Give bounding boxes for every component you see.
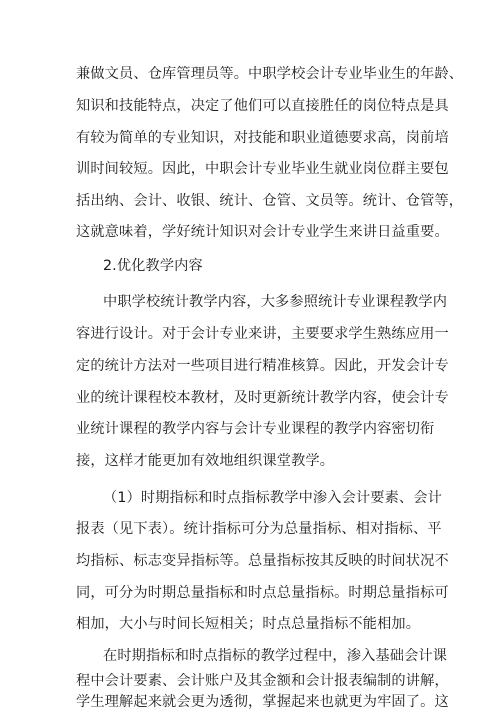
text-line: 知识和技能特点，决定了他们可以直接胜任的岗位特点是具 — [76, 98, 449, 114]
text-line: 业统计课程的教学内容与会计专业课程的教学内容密切衔 — [76, 421, 435, 437]
text-line: 业的统计课程校本教材，及时更新统计教学内容，使会计专 — [76, 390, 449, 406]
text-line: 定的统计方法对一些项目进行精准核算。因此，开发会计专 — [76, 358, 449, 374]
text-line: （1）时期指标和时点指标教学中渗入会计要素、会计 — [103, 490, 442, 506]
text-line: 在时期指标和时点指标的教学过程中，渗入基础会计课 — [103, 648, 448, 664]
text-line: 均指标、标志变异指标等。总量指标按其反映的时间状况不 — [76, 553, 449, 569]
text-line: 中职学校统计教学内容，大多参照统计专业课程教学内 — [103, 294, 448, 310]
text-line: 报表（见下表）。统计指标可分为总量指标、相对指标、平 — [76, 521, 442, 537]
text-line: 同，可分为时期总量指标和时点总量指标。时期总量指标可 — [76, 585, 449, 601]
text-line: 容进行设计。对于会计专业来讲，主要要求学生熟练应用一 — [76, 326, 449, 342]
text-line: 兼做文员、仓库管理员等。中职学校会计专业毕业生的年龄、 — [76, 66, 464, 82]
text-line: 接，这样才能更加有效地组织课堂教学。 — [76, 453, 335, 469]
section-heading: 2.优化教学内容 — [103, 258, 203, 274]
text-line: 学生理解起来就会更为透彻，掌握起来也就更为牢固了。这 — [76, 694, 449, 710]
text-line: 相加，大小与时间长短相关；时点总量指标不能相加。 — [76, 616, 421, 632]
text-line: 程中会计要素、会计账户及其金额和会计报表编制的讲解， — [76, 673, 449, 689]
text-line: 这就意味着，学好统计知识对会计专业学生来讲日益重要。 — [76, 224, 449, 240]
text-line: 有较为简单的专业知识，对技能和职业道德要求高，岗前培 — [76, 130, 449, 146]
text-line: 训时间较短。因此，中职会计专业毕业生就业岗位群主要包 — [76, 161, 449, 177]
text-line: 括出纳、会计、收银、统计、仓管、文员等。统计、仓管等， — [76, 193, 464, 209]
